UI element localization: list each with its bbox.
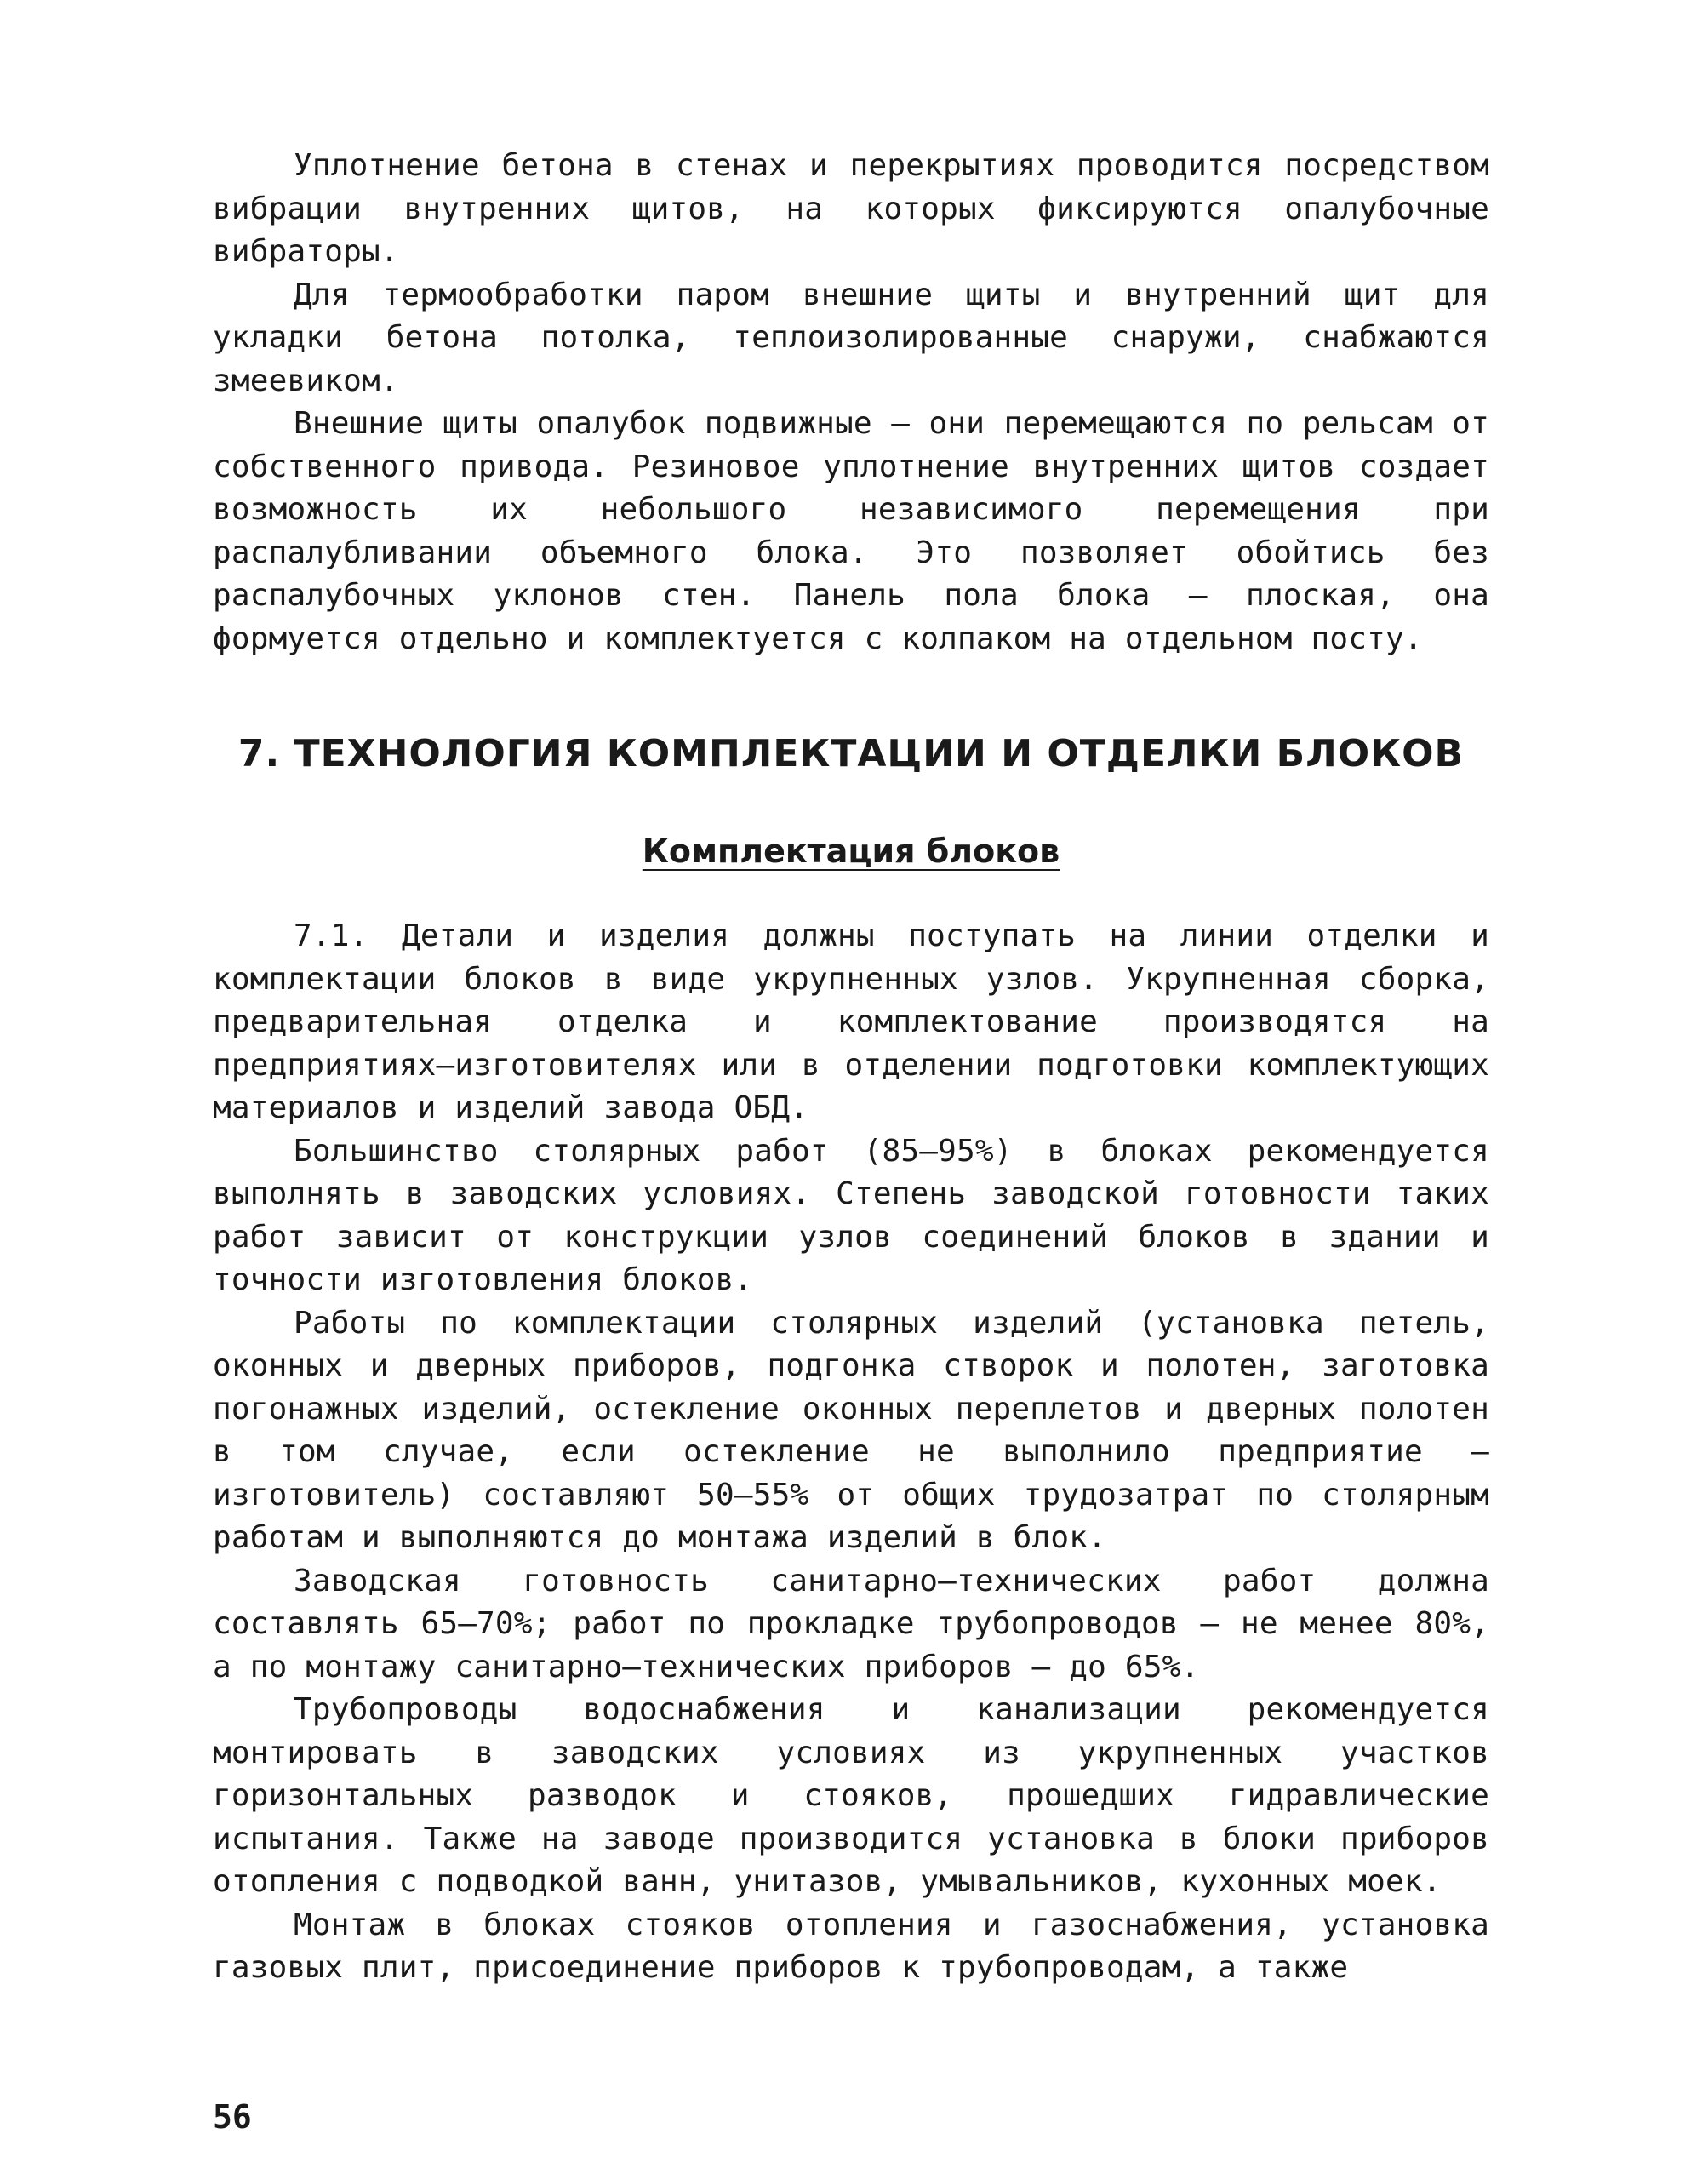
page-number: 56 <box>213 2098 252 2136</box>
section-title <box>213 832 1489 870</box>
paragraph-carpentry: Большинство столярных работ (85–95%) в блоках рекомендуется выполнять в заводских условиях. Степень заводской готовности таких работ зависит от конструкции узлов соединений блоков в здании и точности изготовления блоков. <box>213 1133 1489 1297</box>
chapter-title: 7. ТЕХНОЛОГИЯ КОМПЛЕКТАЦИИ И ОТДЕЛКИ БЛОКОВ <box>237 732 1465 775</box>
paragraph-vibration: Уплотнение бетона в стенах и перекрытиях проводится посредством вибрации внутренних щитов, на которых фиксируются опалубочные вибраторы. <box>213 148 1489 269</box>
paragraph-heating-gas: Монтаж в блоках стояков отопления и газоснабжения, установка газовых плит, присоединение приборов к трубопроводам, а также <box>213 1907 1489 1985</box>
paragraph-pipelines: Трубопроводы водоснабжения и канализации рекомендуется монтировать в заводских условиях из укрупненных участков горизонтальных разводок и стояков, прошедших гидравлические испытания. Также на заводе производится установка в блоки приборов отопления с подводкой ванн, унитазов, умывальников, кухонных моек. <box>213 1692 1489 1899</box>
paragraph-external-shields: Внешние щиты опалубок подвижные – они перемещаются по рельсам от собственного привода. Резиновое уплотнение внутренних щитов создает возможность их небольшого независимого перемещения при распалубливании объемного блока. Это позволяет обойтись без распалубочных уклонов стен. Панель пола блока – плоская, она формуется отдельно и комплектуется с колпаком на отдельном посту. <box>213 406 1489 656</box>
paragraph-steam-treatment: Для термообработки паром внешние щиты и внутренний щит для укладки бетона потолка, теплоизолированные снаружи, снабжаются змеевиком. <box>213 277 1489 398</box>
paragraph-carpentry-assembly: Работы по комплектации столярных изделий (установка петель, оконных и дверных приборов, подгонка створок и полотен, заготовка погонажных изделий, остекление оконных переплетов и дверных полотен в том случае, если остекление не выполнило предприятие – изготовитель) составляют 50–55% от общих трудозатрат по столярным работам и выполняются до монтажа изделий в блок. <box>213 1305 1489 1555</box>
text-block-top <box>213 145 1489 661</box>
section-title-text: Комплектация блоков <box>642 832 1060 870</box>
paragraph-7-1: 7.1. Детали и изделия должны поступать на линии отделки и комплектации блоков в виде укрупненных узлов. Укрупненная сборка, предварительная отделка и комплектование производятся на предприятиях–изготовителях или в отделении подготовки комплектующих материалов и изделий завода ОБД. <box>213 918 1489 1125</box>
paragraph-sanitary-readiness: Заводская готовность санитарно–технических работ должна составлять 65–70%; работ по прокладке трубопроводов – не менее 80%, а по монтажу санитарно–технических приборов – до 65%. <box>213 1563 1489 1684</box>
text-block-bottom <box>213 915 1489 1990</box>
